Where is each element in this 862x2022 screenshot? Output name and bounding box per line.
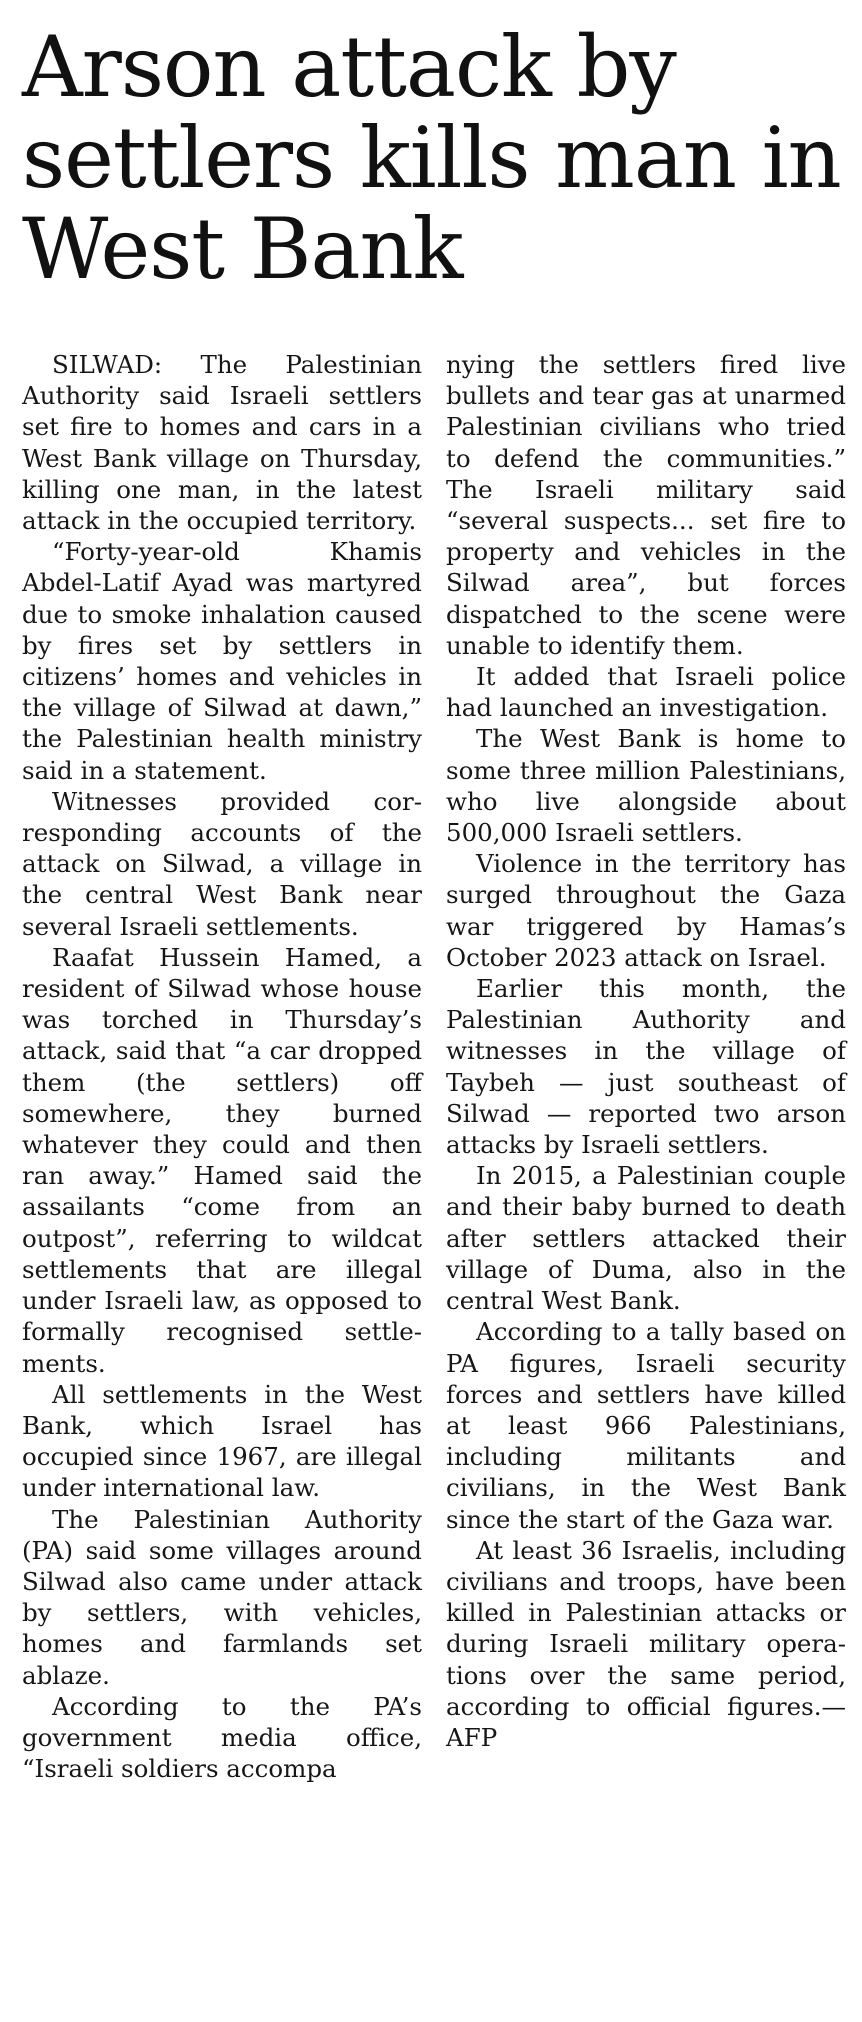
paragraph: SILWAD: The Palestinian Authority said Israeli settlers set fire to homes and cars in a West Bank village on Thursday, killing one man, in the latest attack in the occupied territory.	[22, 350, 422, 536]
paragraph-continuation: nying the settlers fired live bullets and tear gas at unarmed Palestinian civilians who tried to defend the communities.” The Israeli military said “several suspects... set fire to property and vehicles in the Silwad area”, but forces dispatched to the scene were unable to identify them.	[446, 350, 846, 660]
paragraph: Earlier this month, the Palestinian Authority and witnesses in the village of Taybeh — just southeast of Silwad — reported two arson attacks by Israeli settlers.	[446, 974, 846, 1160]
paragraph: The West Bank is home to some three million Palestinians, who live alongside about 500,000 Israeli settlers.	[446, 724, 846, 848]
paragraph: All settlements in the West Bank, which Israel has occupied since 1967, are illegal under international law.	[22, 1379, 422, 1503]
paragraph: “Forty-year-old Khamis Abdel-Latif Ayad was martyred due to smoke inhalation caused by fires set by settlers in citizens’ homes and vehicles in the village of Silwad at dawn,” the Palestinian health ministry said in a statement.	[22, 537, 422, 785]
article-column-right	[446, 349, 846, 1753]
paragraph: It added that Israeli police had launched an investigation.	[446, 662, 846, 723]
paragraph: According to a tally based on PA figures, Israeli security forces and settlers have killed at least 966 Palestinians, including militants and civilians, in the West Bank since the start of the Gaza war.	[446, 1317, 846, 1534]
paragraph: Raafat Hussein Hamed, a resident of Silwad whose house was torched in Thursday’s attack, said that “a car dropped them (the settlers) off somewhere, they burned whatever they could and then ran away.” Hamed said the assailants “come from an outpost”, referring to wildcat settlements that are illegal under Israeli law, as opposed to formally recognised settlements.	[22, 942, 422, 1378]
article-column-left	[22, 349, 422, 1784]
paragraph: Witnesses provided corresponding accounts of the attack on Silwad, a village in the central West Bank near several Israeli settlements.	[22, 786, 422, 941]
paragraph: The Palestinian Authority (PA) said some villages around Silwad also came under attack by settlers, with vehicles, homes and farmlands set ablaze.	[22, 1504, 422, 1690]
paragraph: Violence in the territory has surged throughout the Gaza war triggered by Hamas’s October 2023 attack on Israel.	[446, 849, 846, 972]
paragraph: In 2015, a Palestinian couple and their baby burned to death after settlers attacked their village of Duma, also in the central West Bank.	[446, 1161, 846, 1316]
headline: Arson attack by settlers kills man in West Bank	[22, 18, 841, 298]
paragraph: According to the PA’s government media office, “Israeli soldiers accompa	[22, 1691, 422, 1784]
paragraph: At least 36 Israelis, including civilians and troops, have been killed in Palestinian attacks or during Israeli military operations over the same period, according to official figures.—AFP	[446, 1535, 846, 1752]
